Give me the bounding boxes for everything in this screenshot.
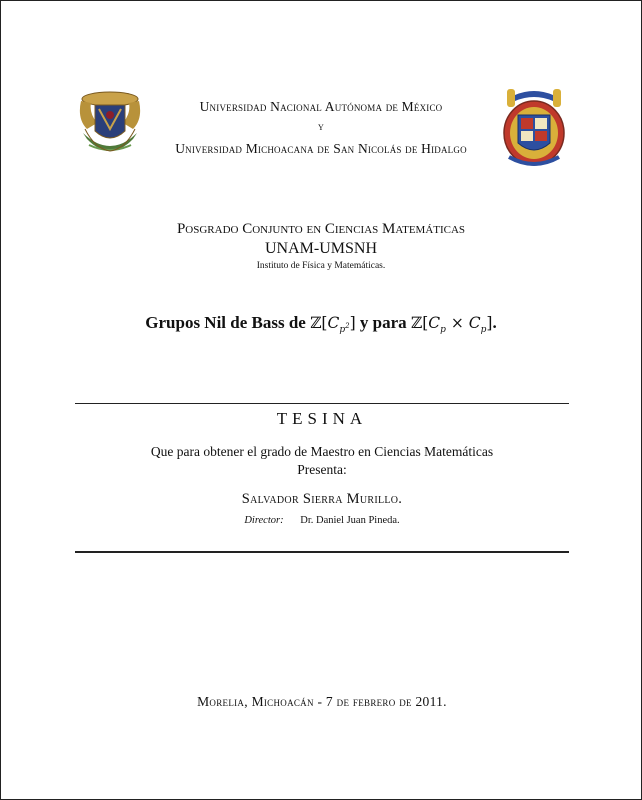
thesis-title — [41, 313, 601, 335]
title-period: . — [492, 313, 497, 332]
program-name: Posgrado Conjunto en Ciencias Matemáticas — [176, 221, 466, 237]
universities-header — [151, 96, 491, 159]
ring-symbol: ℤ[ — [310, 314, 328, 332]
place-date: Morelia, Michoacán - 7 de febrero de 2011. — [197, 694, 447, 709]
bottom-rule — [75, 551, 569, 553]
presenta-label: Presenta: — [297, 462, 347, 477]
closing-bracket: ] — [486, 314, 493, 332]
group-symbol: C — [327, 314, 340, 332]
group-symbol: C — [468, 314, 481, 332]
director-label: Director: — [244, 515, 284, 526]
program-acronym: UNAM-UMSNH — [264, 240, 377, 257]
thesis-type: TESINA — [276, 409, 368, 428]
title-text-2: y para — [359, 313, 407, 332]
top-rule — [75, 403, 569, 404]
subscript-base: p — [339, 325, 346, 336]
degree-purpose: Que para obtener el grado de Maestro en Ciencias Matemáticas — [150, 444, 494, 459]
umsnh-seal-icon — [499, 87, 569, 167]
subscript-exponent: 2 — [345, 322, 350, 331]
title-text-1: Grupos Nil de Bass de — [145, 313, 306, 332]
math-ring-1 — [310, 314, 356, 336]
university-umsnh: Universidad Michoacana de San Nicolás de Hidalgo — [175, 141, 467, 156]
director-line — [75, 515, 569, 526]
group-subscript: p — [480, 325, 487, 336]
degree-statement — [75, 443, 569, 479]
author-name: Salvador Sierra Murillo. — [241, 491, 403, 507]
times-symbol: × — [445, 314, 469, 332]
conjunction: y — [318, 121, 324, 133]
group-symbol: C — [428, 314, 441, 332]
group-subscript — [339, 322, 350, 336]
math-ring-2 — [410, 314, 493, 336]
ring-symbol: ℤ[ — [410, 314, 429, 332]
group-subscript: p — [440, 325, 446, 336]
unam-seal-icon — [75, 89, 145, 163]
institute-name: Instituto de Física y Matemáticas. — [256, 261, 386, 271]
closing-bracket: ] — [349, 314, 356, 332]
university-unam: Universidad Nacional Autónoma de México — [199, 99, 443, 114]
director-name: Dr. Daniel Juan Pineda. — [300, 515, 400, 526]
program-block — [101, 219, 541, 273]
